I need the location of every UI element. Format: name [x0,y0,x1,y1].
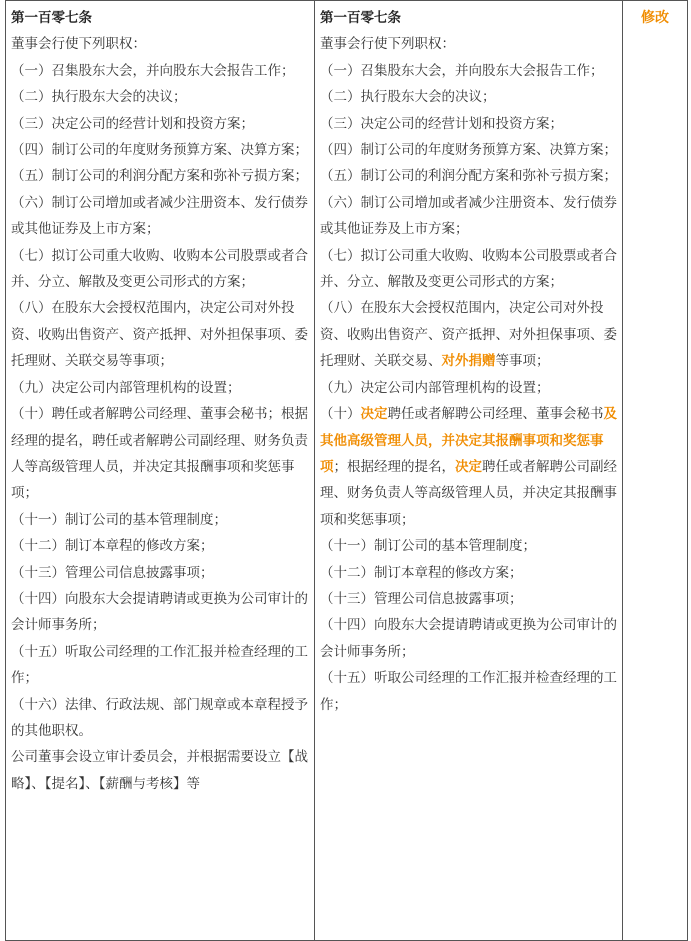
revised-item-3: （三）决定公司的经营计划和投资方案； [320,115,563,132]
original-item: （十六）法律、行政法规、部门规章或本章程授予的其他职权。 [11,696,308,739]
revised-item-10-text-3: 聘任或者解聘公司副经理、财务负责人等高级管理人员，并决定其报酬事项和奖惩事项； [320,458,617,528]
revised-article-cell [315,1,623,941]
revised-item-10-highlight-1: 决定 [360,406,388,423]
revised-item-13: （十三）管理公司信息披露事项； [320,590,523,607]
original-item: （二）执行股东大会的决议； [11,89,187,106]
original-item: （八）在股东大会授权范围内，决定公司对外投资、收购出售资产、资产抵押、对外担保事项、委托理财、关联交易等事项； [11,300,308,370]
original-item: （一）召集股东大会，并向股东大会报告工作； [11,62,295,79]
revised-item-1: （一）召集股东大会，并向股东大会报告工作； [320,62,604,79]
original-item: （十五）听取公司经理的工作汇报并检查经理的工作； [11,643,308,687]
original-item: （七）拟订公司重大收购、收购本公司股票或者合并、分立、解散及变更公司形式的方案； [11,247,308,291]
original-item: （六）制订公司增加或者减少注册资本、发行债券或其他证券及上市方案； [11,194,308,238]
revised-item-12: （十二）制订本章程的修改方案； [320,564,523,581]
revised-item-10-highlight-2: 及其他高级管理人员，并决定其报酬事项和奖惩事项 [320,406,617,475]
revised-article-text [315,1,622,718]
original-item: （三）决定公司的经营计划和投资方案； [11,115,254,132]
original-article-cell [6,1,315,941]
change-type-label: 修改 [641,10,669,26]
revised-item-14: （十四）向股东大会提请聘请或更换为公司审计的会计师事务所； [320,617,617,660]
original-item: （十二）制订本章程的修改方案； [11,538,214,555]
revised-item-10-highlight-3: 决定 [455,458,482,475]
revised-item-6: （六）制订公司增加或者减少注册资本、发行债券或其他证券及上市方案； [320,194,617,238]
revised-item-10 [320,401,617,533]
revised-item-15: （十五）听取公司经理的工作汇报并检查经理的工作； [320,670,617,713]
original-item: （十三）管理公司信息披露事项； [11,564,214,581]
original-item: （十一）制订公司的基本管理制度； [11,511,227,528]
original-article-text [6,1,314,797]
revised-item-8 [320,295,617,374]
change-type-cell [623,1,688,941]
original-item: （十）聘任或者解聘公司经理、董事会秘书；根据经理的提名，聘任或者解聘公司副经理、财务负责人等高级管理人员，并决定其报酬事项和奖惩事项； [11,406,308,502]
revised-item-10-prefix: （十） [320,406,361,423]
revised-intro: 董事会行使下列职权： [320,36,455,53]
revised-item-9: （九）决定公司内部管理机构的设置； [320,379,550,396]
original-item: （五）制订公司的利润分配方案和弥补亏损方案； [11,168,308,185]
revised-item-4: （四）制订公司的年度财务预算方案、决算方案； [320,142,617,159]
revised-item-8-text: （八）在股东大会授权范围内，决定公司对外投资、收购出售资产、资产抵押、对外担保事项、委托理财、关联交易、 [320,300,617,370]
revised-article-title: 第一百零七条 [320,10,401,26]
original-intro: 董事会行使下列职权： [11,36,146,53]
original-item: （四）制订公司的年度财务预算方案、决算方案； [11,142,308,159]
original-article-title: 第一百零七条 [11,10,92,26]
table-row [6,1,688,941]
revised-item-11: （十一）制订公司的基本管理制度； [320,538,536,555]
comparison-table [5,0,688,941]
original-item: （九）决定公司内部管理机构的设置； [11,379,241,396]
revised-item-8-highlight: 对外捐赠 [441,353,496,370]
revised-item-10-text-1: 聘任或者解聘公司经理、董事会秘书 [387,406,604,423]
revised-item-8-tail: 等事项； [495,353,550,370]
revised-item-7: （七）拟订公司重大收购、收购本公司股票或者合并、分立、解散及变更公司形式的方案； [320,247,617,291]
revised-item-5: （五）制订公司的利润分配方案和弥补亏损方案； [320,168,617,185]
original-item: （十四）向股东大会提请聘请或更换为公司审计的会计师事务所； [11,590,308,634]
original-item: 公司董事会设立审计委员会，并根据需要设立【战略】、【提名】、【薪酬与考核】等 [11,749,308,792]
revised-item-2: （二）执行股东大会的决议； [320,89,496,106]
revised-item-10-text-2: ；根据经理的提名， [333,458,455,475]
